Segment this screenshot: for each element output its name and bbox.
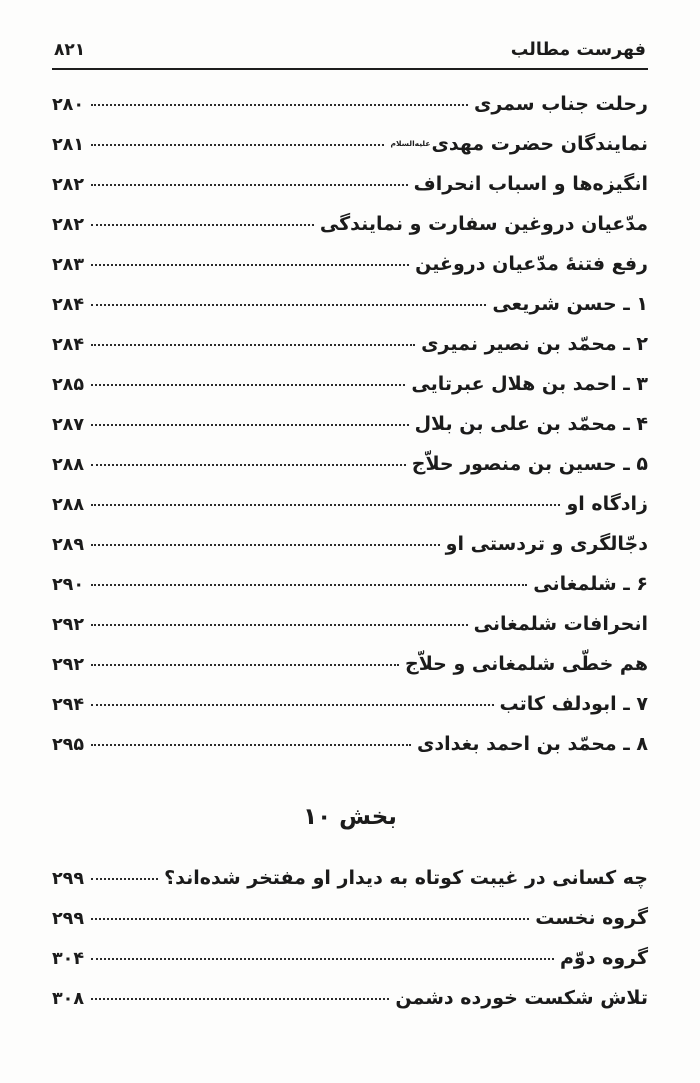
toc-entry: [52, 604, 648, 644]
toc-entry-title: زادگاه او: [566, 493, 648, 515]
toc-entry: [52, 898, 648, 938]
toc-entry-page: ۲۹۰: [52, 575, 85, 595]
dotted-leader: [91, 224, 314, 226]
toc-entry: [52, 324, 648, 364]
toc-entry-title: ۳ ـ احمد بن هلال عبرتایی: [411, 373, 648, 395]
dotted-leader: [91, 624, 468, 626]
toc-entry-page: ۲۸۴: [52, 335, 85, 355]
toc-entry-page: ۲۸۰: [52, 95, 85, 115]
toc-entry-title: ۲ ـ محمّد بن نصیر نمیری: [421, 333, 648, 355]
toc-entry-title: دجّالگری و تردستی او: [445, 533, 648, 555]
toc-entry-page: ۲۸۸: [52, 455, 85, 475]
dotted-leader: [91, 664, 399, 666]
page-header: [52, 40, 648, 60]
section-heading: بخش ۱۰: [303, 804, 397, 830]
toc-entry-page: ۲۸۸: [52, 495, 85, 515]
toc-entry: [52, 564, 648, 604]
dotted-leader: [91, 918, 529, 920]
header-title: فهرست مطالب: [510, 40, 646, 60]
toc-entry-title: انگیزه‌ها و اسباب انحراف: [413, 173, 648, 195]
toc-entry-page: ۲۸۲: [52, 215, 85, 235]
toc-entry-title: نمایندگان حضرت مهدی: [431, 133, 648, 155]
dotted-leader: [91, 744, 411, 746]
toc-entry: [52, 444, 648, 484]
toc-entry: [52, 484, 648, 524]
toc-entry-title: تلاش شکست خورده دشمن: [395, 986, 648, 1009]
toc-entry: [52, 524, 648, 564]
folio-page-number: ۸۲۱: [54, 40, 86, 60]
toc-entry-page: ۲۸۵: [52, 375, 85, 395]
toc-entry-title: ۵ ـ حسین بن منصور حلاّج: [411, 453, 648, 475]
dotted-leader: [91, 104, 468, 106]
dotted-leader: [91, 344, 415, 346]
toc-entry-page: ۲۸۲: [52, 175, 85, 195]
toc-entry: [52, 284, 648, 324]
dotted-leader: [91, 504, 560, 506]
toc-entry: [52, 404, 648, 444]
toc-entry-page: ۲۸۹: [52, 535, 85, 555]
toc-entry: [52, 84, 648, 124]
dotted-leader: [91, 144, 384, 146]
dotted-leader: [91, 544, 440, 546]
dotted-leader: [91, 264, 409, 266]
toc-entry-page: ۲۹۴: [52, 695, 85, 715]
toc-entry: [52, 938, 648, 978]
dotted-leader: [91, 464, 406, 466]
dotted-leader: [91, 304, 486, 306]
toc-entry-page: ۲۹۲: [52, 655, 85, 675]
toc-entry-title: ۴ ـ محمّد بن علی بن بلال: [414, 413, 648, 435]
toc-entry-page: ۲۸۳: [52, 255, 85, 275]
toc-entry-title: ۶ ـ شلمغانی: [533, 573, 648, 595]
toc-entry: [52, 124, 648, 164]
toc-entry-title: گروه نخست: [535, 906, 648, 929]
toc-entry-page: ۲۸۴: [52, 295, 85, 315]
toc-entry: [52, 858, 648, 898]
dotted-leader: [91, 704, 494, 706]
toc-entry-title: ۸ ـ محمّد بن احمد بغدادی: [416, 733, 648, 755]
honorific-mark: علیه‌السلام: [390, 139, 431, 148]
toc-entry-title: گروه دوّم: [560, 946, 648, 969]
toc-entry: [52, 724, 648, 764]
toc-entry-title: هم خطّی شلمغانی و حلاّج: [405, 653, 648, 675]
header-rule: [52, 68, 648, 70]
toc-entry-title: مدّعیان دروغین سفارت و نمایندگی: [319, 213, 648, 235]
toc-entry-title: انحرافات شلمغانی: [473, 613, 648, 635]
dotted-leader: [91, 184, 408, 186]
dotted-leader: [91, 424, 409, 426]
toc-entry-page: ۲۹۹: [52, 908, 85, 929]
dotted-leader: [91, 384, 405, 386]
toc-entry: [52, 244, 648, 284]
toc-entry-page: ۳۰۴: [52, 948, 85, 969]
toc-entry: [52, 364, 648, 404]
toc-entry-page: ۲۹۹: [52, 868, 85, 889]
toc-entry-title: رحلت جناب سمری: [473, 93, 648, 115]
toc-entry-title: ۷ ـ ابودلف کاتب: [499, 693, 648, 715]
toc-entry: [52, 164, 648, 204]
toc-groups: [52, 84, 648, 1018]
toc-entry: [52, 204, 648, 244]
toc-entry: [52, 644, 648, 684]
toc-entry-page: ۲۹۵: [52, 735, 85, 755]
toc-entry-page: ۲۸۷: [52, 415, 85, 435]
toc-entry-title: رفع فتنهٔ مدّعیان دروغین: [415, 253, 648, 275]
toc-entry-page: ۲۹۲: [52, 615, 85, 635]
dotted-leader: [91, 878, 158, 880]
toc-entry-title: چه کسانی در غیبت کوتاه به دیدار او مفتخر شده‌اند؟: [164, 866, 648, 889]
dotted-leader: [91, 998, 389, 1000]
toc-entry-page: ۲۸۱: [52, 135, 85, 155]
toc-entry-title: ۱ ـ حسن شریعی: [492, 293, 648, 315]
dotted-leader: [91, 584, 527, 586]
dotted-leader: [91, 958, 554, 960]
toc-entry: [52, 684, 648, 724]
toc-entry-page: ۳۰۸: [52, 988, 85, 1009]
toc-entry: [52, 978, 648, 1018]
